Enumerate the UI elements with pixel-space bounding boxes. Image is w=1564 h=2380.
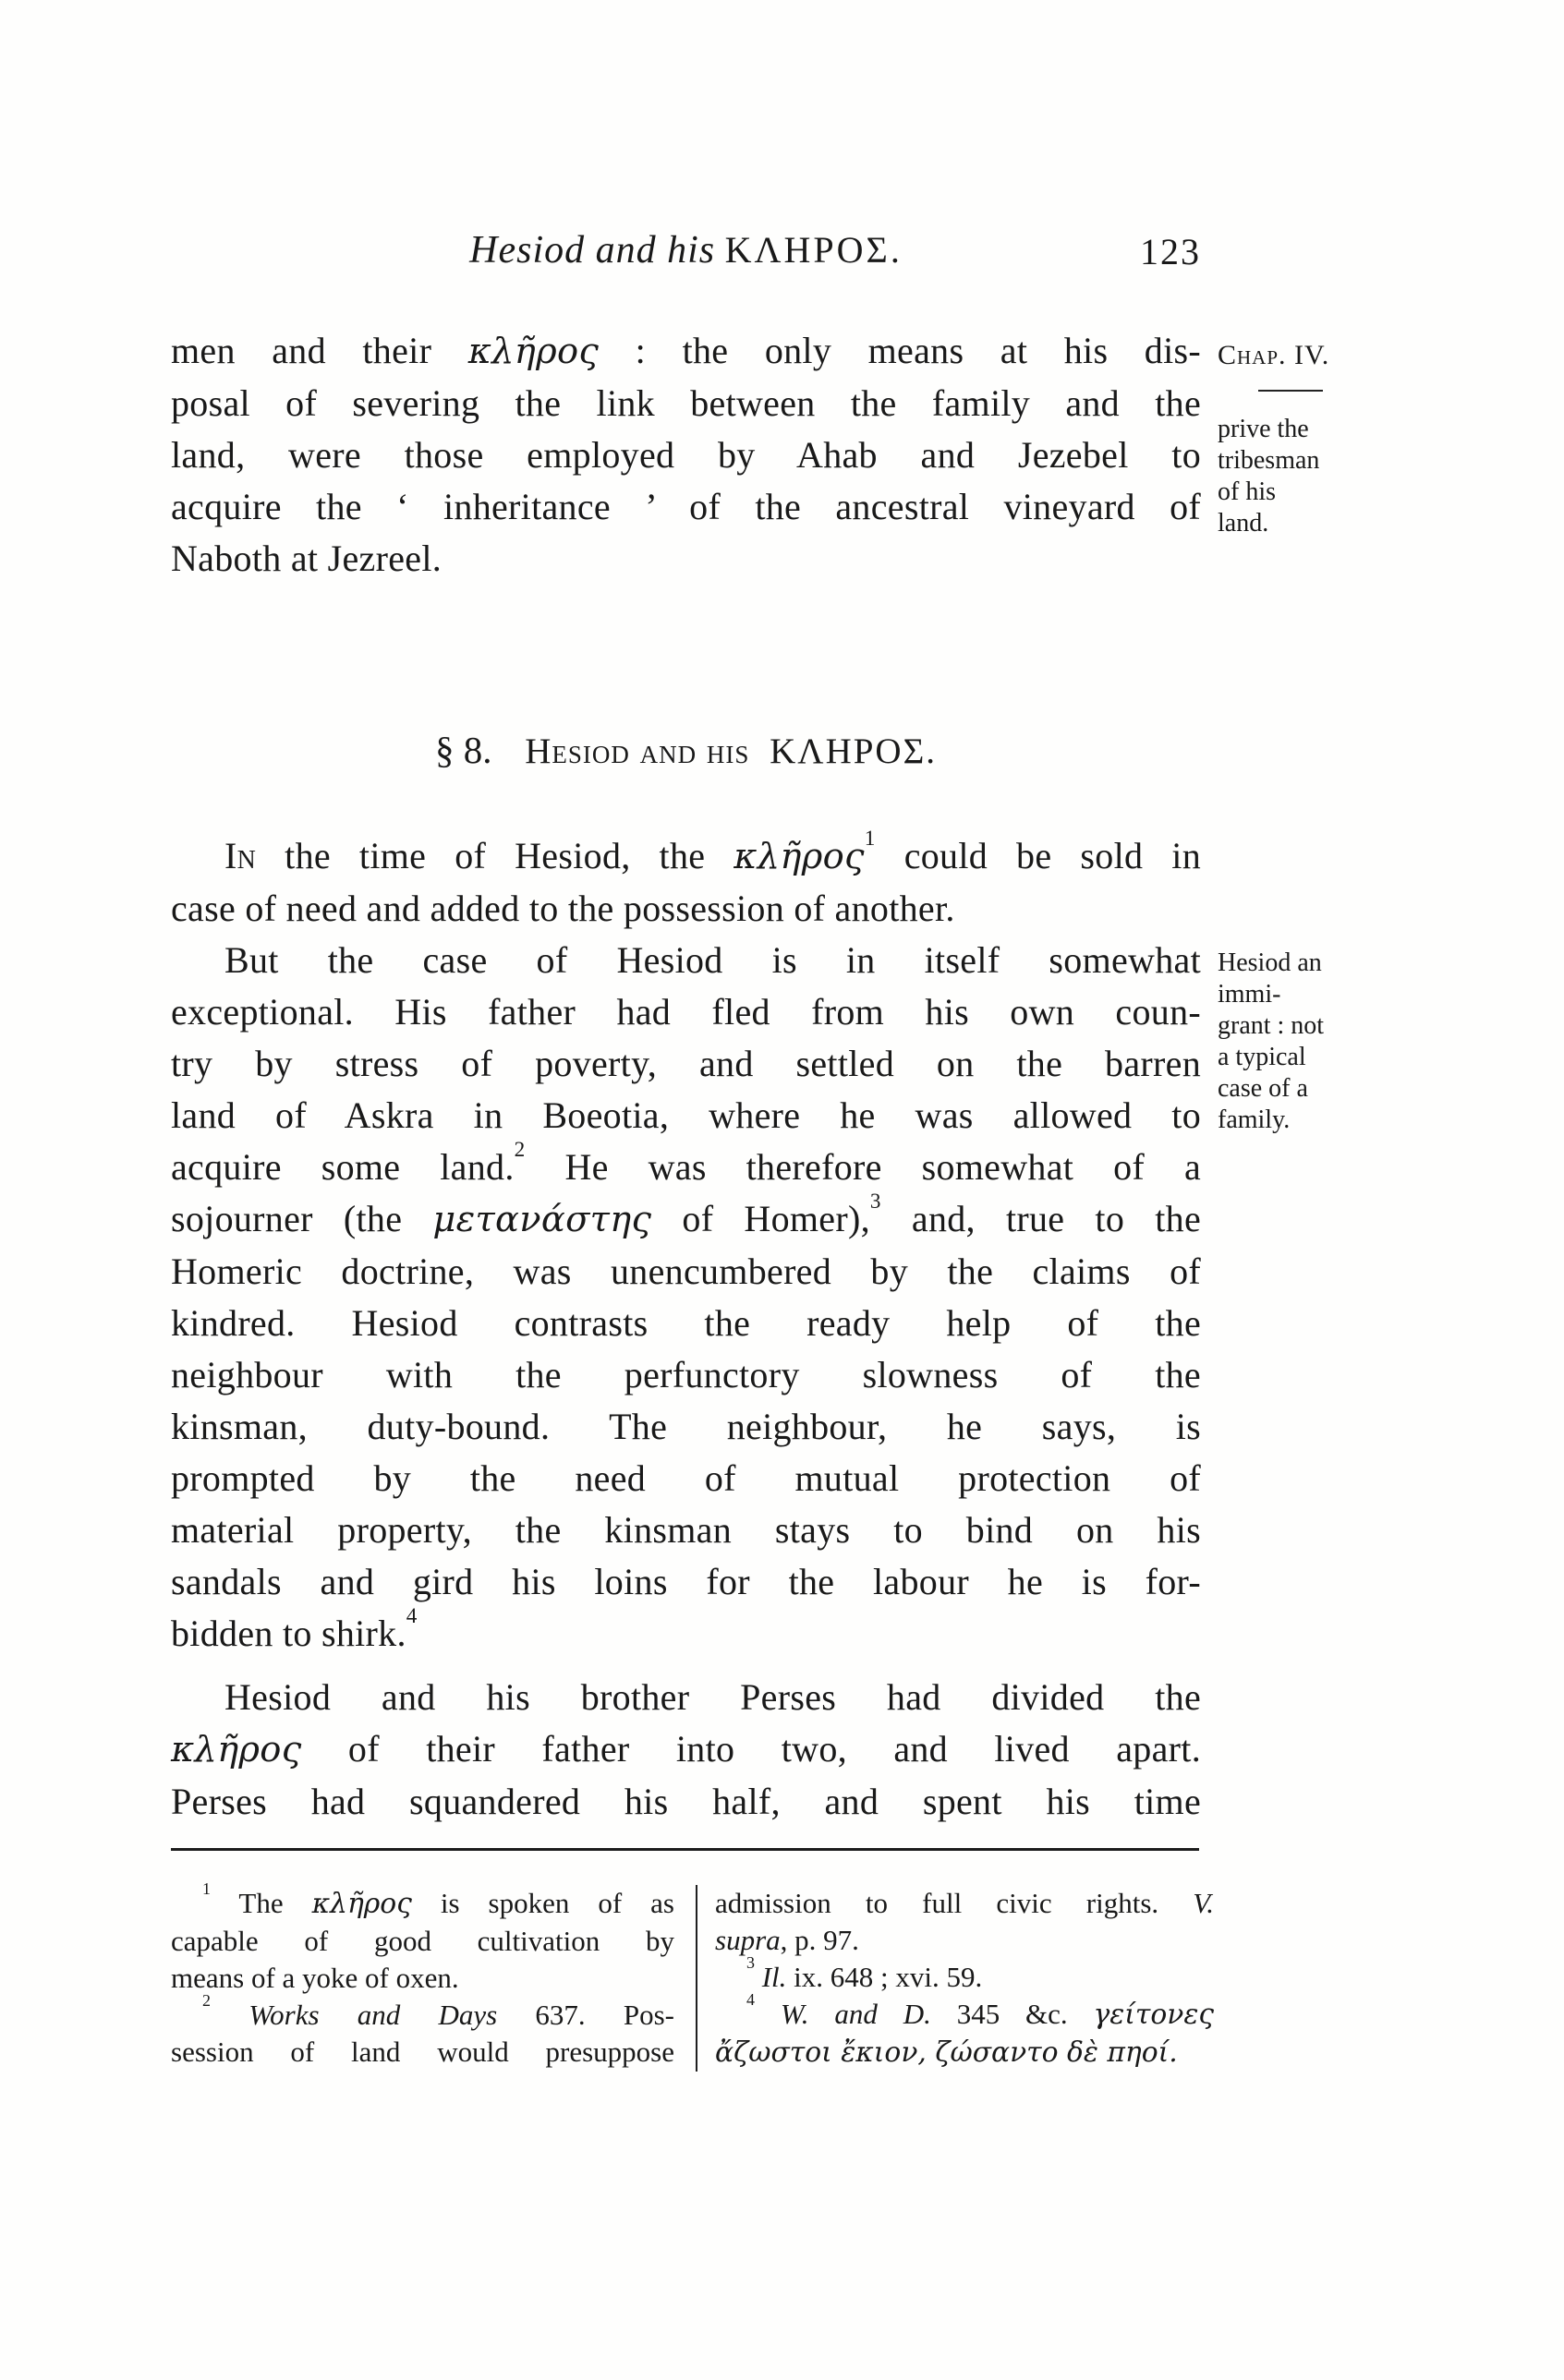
text-line: In the time of Hesiod, the κλῆρος$^1$ could be sold in — [224, 826, 1201, 877]
text-line: supra, p. 97. — [715, 1924, 859, 1956]
margin-note-hesiod — [1218, 948, 1399, 1136]
paragraph-hesiod-exceptional — [171, 935, 1201, 1660]
text-line: $^1$ The κλῆρος is spoken of as — [202, 1879, 674, 1920]
text-line: grant : not — [1218, 1011, 1325, 1040]
text-line: bidden to shirk.$^4$ — [171, 1603, 418, 1654]
text-line: a typical — [1218, 1043, 1306, 1071]
text-line: But the case of Hesiod is in itself somewhat — [224, 939, 1201, 981]
text-line: Homeric doctrine, was unencumbered by the claims of — [171, 1250, 1201, 1292]
paragraph-kleros-sold — [171, 826, 1201, 935]
section-title-greek: ΚΛΗΡΟΣ. — [770, 731, 938, 771]
footnote-column-right — [715, 1885, 1214, 2072]
text-line: kindred. Hesiod contrasts the ready help of the — [171, 1302, 1201, 1344]
text-line: $^2$ Works and Days 637. Pos- — [202, 1991, 674, 2031]
section-mark: § 8. — [434, 729, 492, 771]
text-line: admission to full civic rights. V. — [715, 1887, 1214, 1919]
text-line: sandals and gird his loins for the labour he is for- — [171, 1561, 1201, 1602]
text-line: kinsman, duty-bound. The neighbour, he says, is — [171, 1406, 1201, 1447]
text-line: sojourner (the μετανάστης of Homer),$^3$ and, true to the — [171, 1189, 1202, 1240]
text-line: session of land would presuppose — [171, 2036, 674, 2068]
text-line: Hesiod and his brother Perses had divided the — [224, 1676, 1201, 1718]
footnotes — [171, 1879, 1215, 2072]
text-line: ἄζωστοι ἔκιον, ζώσαντο δὲ πηοί. — [715, 2036, 1178, 2069]
text-line: material property, the kinsman stays to bind on his — [171, 1509, 1201, 1551]
text-line: land of Askra in Boeotia, where he was allowed to — [171, 1094, 1201, 1136]
text-line: acquire some land.$^2$ He was therefore somewhat of a — [171, 1137, 1201, 1188]
text-line: capable of good cultivation by — [171, 1925, 674, 1957]
section-title: Hesiod and his — [525, 731, 750, 771]
text-line: land. — [1218, 509, 1269, 538]
text-line: $^4$ W. and D. 345 &c. γείτονες — [746, 1990, 1215, 2031]
running-head — [171, 227, 1201, 273]
footnote-separator-rule — [171, 1848, 1199, 1851]
text-line: tribesman — [1218, 446, 1320, 475]
page-title-greek: ΚΛΗΡΟΣ. — [724, 229, 903, 271]
page-number: 123 — [1140, 231, 1201, 272]
text-line: posal of severing the link between the family and the — [171, 382, 1201, 424]
text-line: case of need and added to the possession of another. — [171, 888, 955, 929]
chapter-note-text — [1218, 414, 1399, 539]
text-line: family. — [1218, 1105, 1291, 1134]
text-line: κλῆρος of their father into two, and lived apart. — [171, 1728, 1201, 1770]
text-line: neighbour with the perfunctory slowness of the — [171, 1354, 1201, 1395]
section-heading — [171, 728, 1201, 774]
footnote-column-left — [171, 1879, 674, 2072]
text-line: immi- — [1218, 980, 1281, 1009]
text-line: $^3$ Il. ix. 648 ; xvi. 59. — [746, 1953, 983, 1993]
chapter-label: Chap. IV. — [1218, 340, 1330, 370]
text-line: case of a — [1218, 1074, 1308, 1103]
page-title-italic: Hesiod and his — [469, 229, 716, 272]
text-line: try by stress of poverty, and settled on the barren — [171, 1043, 1201, 1084]
text-line: acquire the ‘ inheritance ’ of the ancestral vineyard of — [171, 486, 1201, 527]
paragraph-continuation — [171, 325, 1201, 585]
paragraph-hesiod-perses — [171, 1672, 1201, 1828]
text-line: Perses had squandered his half, and spent his time — [171, 1781, 1201, 1822]
text-line: Hesiod an — [1218, 948, 1322, 977]
chapter-rule — [1258, 390, 1323, 392]
text-line: men and their κλῆρος : the only means at his dis- — [171, 330, 1202, 372]
text-line: exceptional. His father had fled from his own coun- — [171, 991, 1201, 1033]
text-line: prompted by the need of mutual protection of — [171, 1457, 1201, 1499]
text-line: prive the — [1218, 415, 1309, 443]
footnote-column-divider — [696, 1885, 697, 2072]
margin-note-chapter — [1218, 340, 1399, 539]
text-line: of his — [1218, 477, 1276, 506]
text-line: Naboth at Jezreel. — [171, 538, 443, 579]
text-line: means of a yoke of oxen. — [171, 1962, 459, 1994]
text-line: land, were those employed by Ahab and Jezebel to — [171, 434, 1201, 476]
